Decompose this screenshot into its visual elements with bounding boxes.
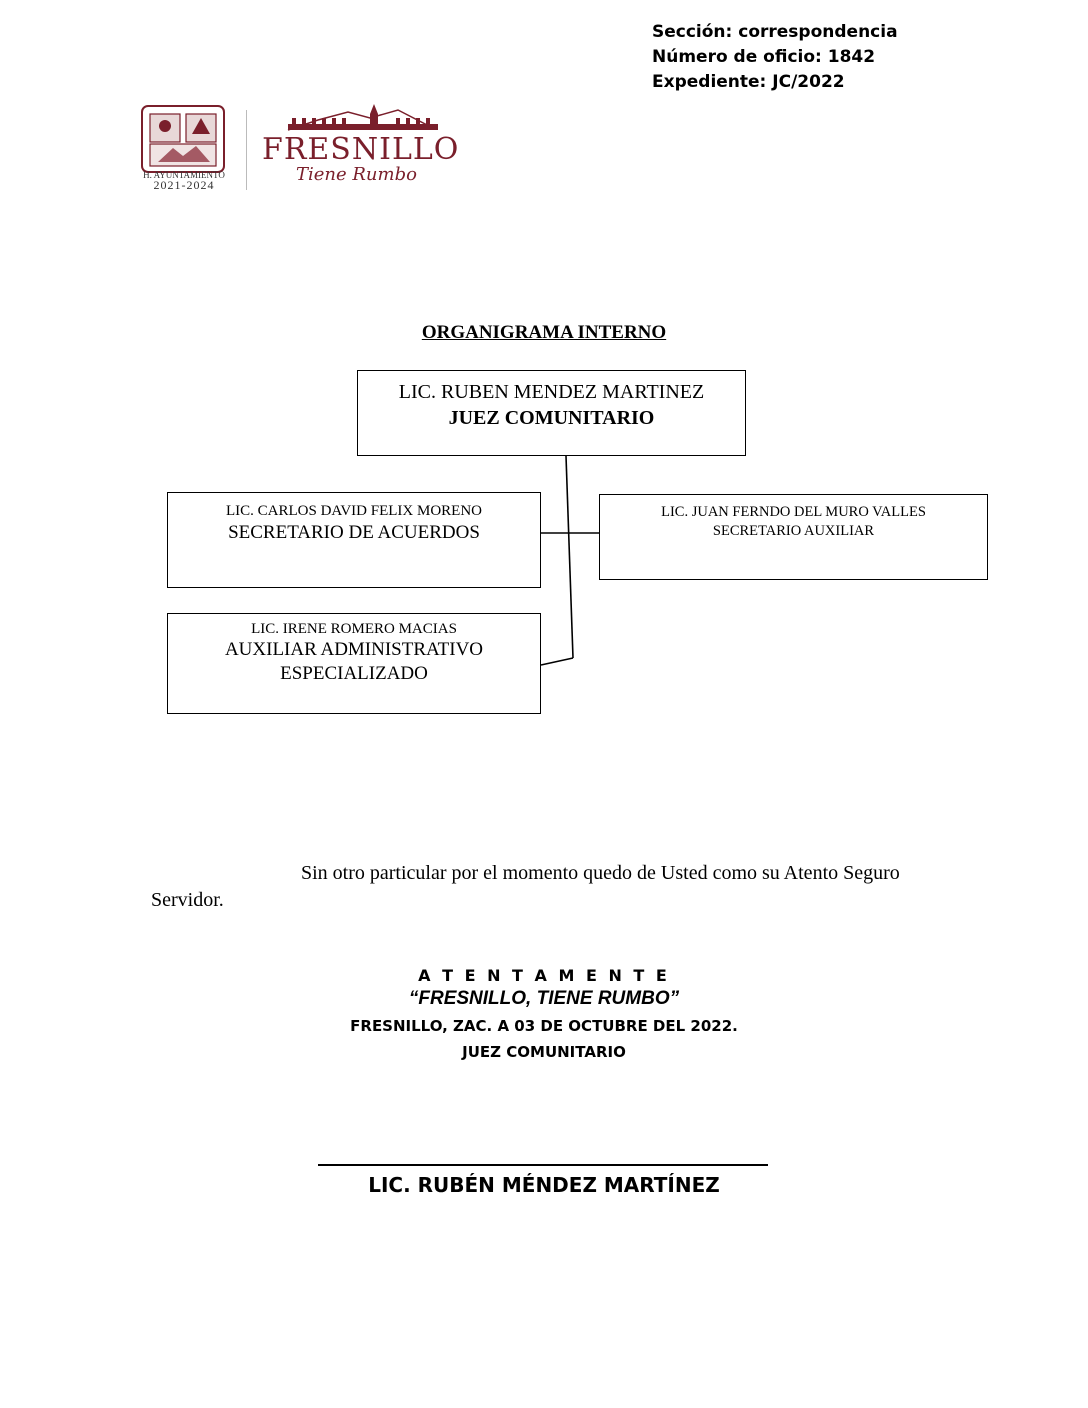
atentamente-label: A T E N T A M E N T E <box>418 966 670 985</box>
signature-line <box>318 1164 768 1166</box>
document-metadata <box>652 20 898 95</box>
org-right-name: LIC. JUAN FERNDO DEL MURO VALLES <box>661 504 926 520</box>
org-left2-role-line1: AUXILIAR ADMINISTRATIVO <box>224 639 484 660</box>
org-box-juez <box>357 370 746 456</box>
org-box-secretario-auxiliar <box>599 494 988 580</box>
org-left1-role: SECRETARIO DE ACUERDOS <box>228 522 480 543</box>
closing-line-1: Sin otro particular por el momento quedo de Usted como su Atento Seguro <box>301 862 900 884</box>
org-head-role: JUEZ COMUNITARIO <box>448 407 655 429</box>
org-left1-name: LIC. CARLOS DAVID FELIX MORENO <box>226 503 482 519</box>
seal-caption-text: H. AYUNTAMIENTO <box>143 170 225 180</box>
signer-name: LIC. RUBÉN MÉNDEZ MARTÍNEZ <box>368 1173 720 1197</box>
motto: “FRESNILLO, TIENE RUMBO” <box>408 988 680 1009</box>
seal-years: 2021-2024 <box>153 178 215 192</box>
org-left2-role-line2: ESPECIALIZADO <box>280 663 428 684</box>
expediente-line: Expediente: JC/2022 <box>652 72 845 92</box>
seccion-line: Sección: correspondencia <box>652 22 898 42</box>
org-left2-name: LIC. IRENE ROMERO MACIAS <box>251 621 457 637</box>
page-title: ORGANIGRAMA INTERNO <box>421 322 667 343</box>
org-box-auxiliar-administrativo <box>167 613 541 714</box>
place-date: FRESNILLO, ZAC. A 03 DE OCTUBRE DEL 2022. <box>350 1017 738 1035</box>
signer-role: JUEZ COMUNITARIO <box>462 1043 626 1061</box>
brand-name: FRESNILLO <box>262 132 460 167</box>
logo-divider <box>246 110 247 190</box>
brand-tagline: Tiene Rumbo <box>296 164 417 185</box>
closing-line-2: Servidor. <box>151 889 224 911</box>
oficio-number-line: Número de oficio: 1842 <box>652 47 876 67</box>
org-head-name: LIC. RUBEN MENDEZ MARTINEZ <box>398 381 705 403</box>
seal-caption <box>134 170 234 190</box>
org-box-secretario-acuerdos <box>167 492 541 588</box>
org-right-role: SECRETARIO AUXILIAR <box>712 523 875 539</box>
